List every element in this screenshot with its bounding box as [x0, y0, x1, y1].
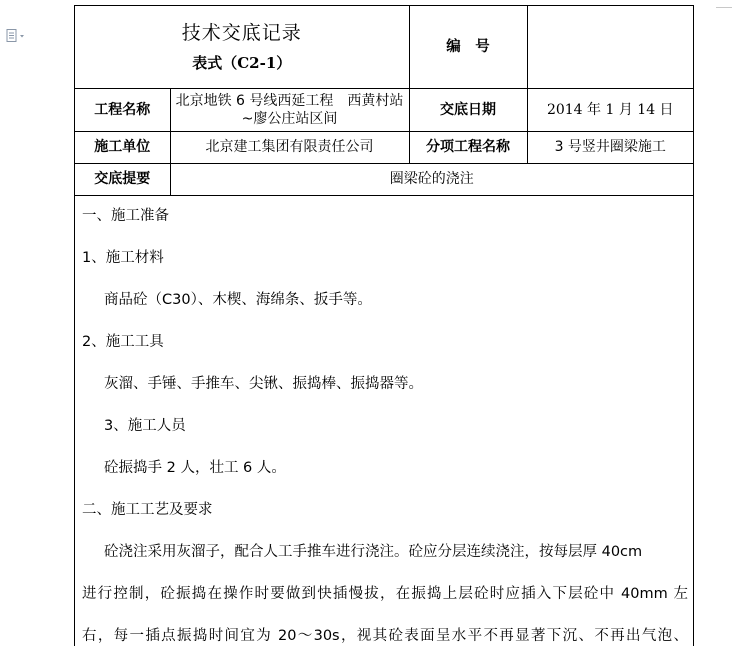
summary-label: 交底提要 [75, 163, 170, 195]
paragraph-text: 商品砼（C30）、木楔、海绵条、扳手等。 [104, 292, 372, 308]
paragraph-line: 进行控制，砼振捣在操作时要做到快插慢拔，在振捣上层砼时应插入下层砼中 40mm 左 [82, 586, 688, 602]
subsection-heading: 2、施工工具 [82, 334, 164, 350]
project-name-value [170, 88, 409, 131]
paragraph-text: 灰溜、手锤、手推车、尖锹、振捣棒、振捣器等。 [104, 376, 423, 392]
page-corner-mark [716, 7, 732, 8]
record-title: 技术交底记录 [181, 21, 302, 44]
document-icon[interactable] [6, 29, 32, 43]
paragraph-text: 砼振捣手 2 人，壮工 6 人。 [104, 460, 286, 476]
paragraph-line: 砼浇注采用灰溜子，配合人工手推车进行浇注。砼应分层连续浇注，按每层厚 40cm [104, 544, 643, 560]
subitem-label: 分项工程名称 [409, 131, 527, 163]
record-header-table [75, 6, 693, 196]
section-heading: 一、施工准备 [82, 208, 169, 224]
summary-value: 圈梁砼的浇注 [170, 163, 693, 195]
date-label: 交底日期 [409, 88, 527, 131]
subitem-value: 3 号竖井圈梁施工 [527, 131, 693, 163]
project-name-label: 工程名称 [75, 88, 170, 131]
record-sheet [74, 5, 694, 646]
title-cell [75, 6, 409, 88]
number-value [527, 6, 693, 88]
number-label: 编 号 [409, 6, 527, 88]
section-heading: 二、施工工艺及要求 [82, 502, 213, 518]
contractor-label: 施工单位 [75, 131, 170, 163]
project-name-line2: ~廖公庄站区间 [241, 110, 338, 127]
project-name-line1: 北京地铁 6 号线西延工程 西黄村站 [175, 92, 404, 109]
paragraph-line: 右，每一插点振捣时间宜为 20～30s，视其砼表面呈水平不再显著下沉、不再出气泡、 [82, 628, 688, 644]
date-value: 2014 年 1 月 14 日 [527, 88, 693, 131]
form-code: 表式（C2-1） [192, 53, 292, 72]
subsection-heading: 3、施工人员 [104, 418, 186, 434]
contractor-value: 北京建工集团有限责任公司 [170, 131, 409, 163]
subsection-heading: 1、施工材料 [82, 250, 164, 266]
